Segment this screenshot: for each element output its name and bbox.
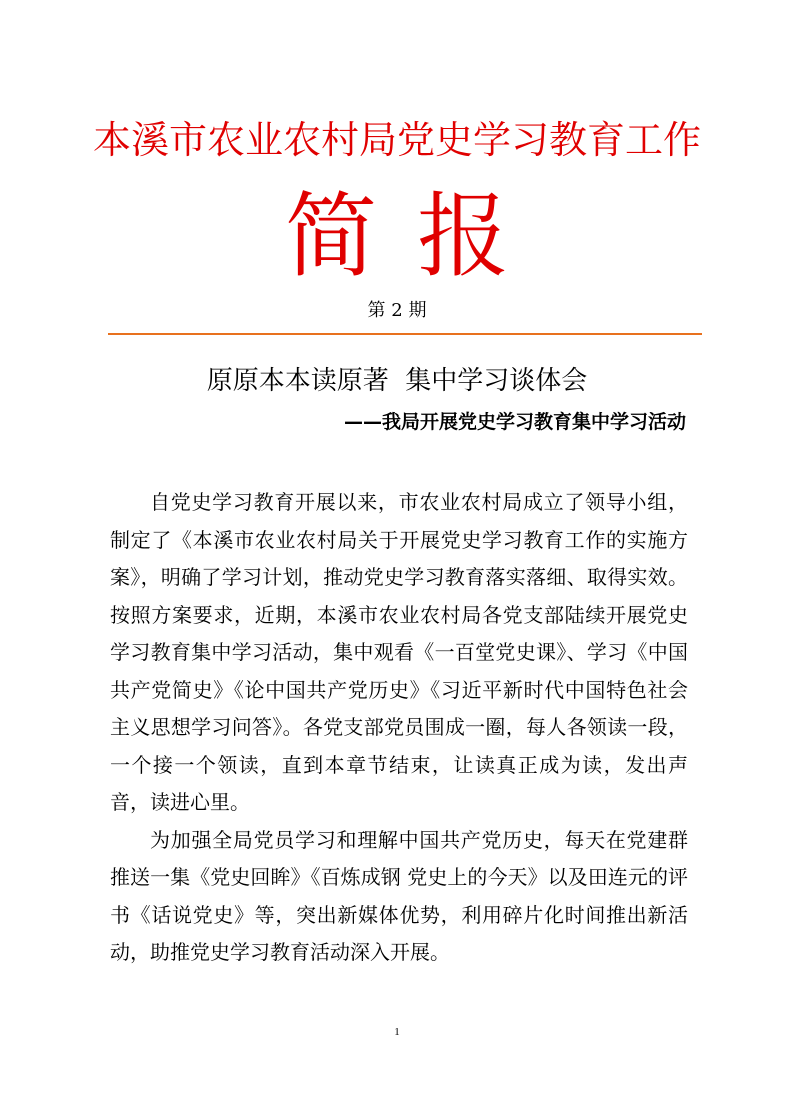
body-paragraph-1: 自党史学习教育开展以来，市农业农村局成立了领导小组，制定了《本溪市农业农村局关于开展党史学习教育工作的实施方案》，明确了学习计划，推动党史学习教育落实落细、取得实效。按照方案要求，近期，本溪市农业农村局各党支部陆续开展党史学习教育集中学习活动，集中观看《一百堂党史课》、学习《中国共产党简史》《论中国共产党历史》《习近平新时代中国特色社会主义思想学习问答》。各党支部党员围成一圈，每人各领读一段，一个接一个领读，直到本章节结束，让读真正成为读，发出声音，读进心里。 <box>110 490 688 814</box>
bulletin-title-char-2: 报 <box>417 183 510 290</box>
body-paragraph-2: 为加强全局党员学习和理解中国共产党历史，每天在党建群推送一集《党史回眸》《百炼成钢 党史上的今天》以及田连元的评书《话说党史》等，突出新媒体优势，利用碎片化时间推出新活动，助推党史学习教育活动深入开展。 <box>110 827 688 964</box>
article-subheadline: ——我局开展党史学习教育集中学习活动 <box>343 411 686 433</box>
issue-number: 第 2 期 <box>367 300 427 321</box>
bulletin-title <box>0 183 794 290</box>
article-body <box>110 484 688 972</box>
header-divider <box>108 333 702 335</box>
organization-title: 本溪市农业农村局党史学习教育工作 <box>92 118 701 162</box>
article-headline: 原原本本读原著 集中学习谈体会 <box>206 366 588 396</box>
bulletin-title-char-1: 简 <box>284 183 377 290</box>
page-number: 1 <box>394 1026 400 1038</box>
